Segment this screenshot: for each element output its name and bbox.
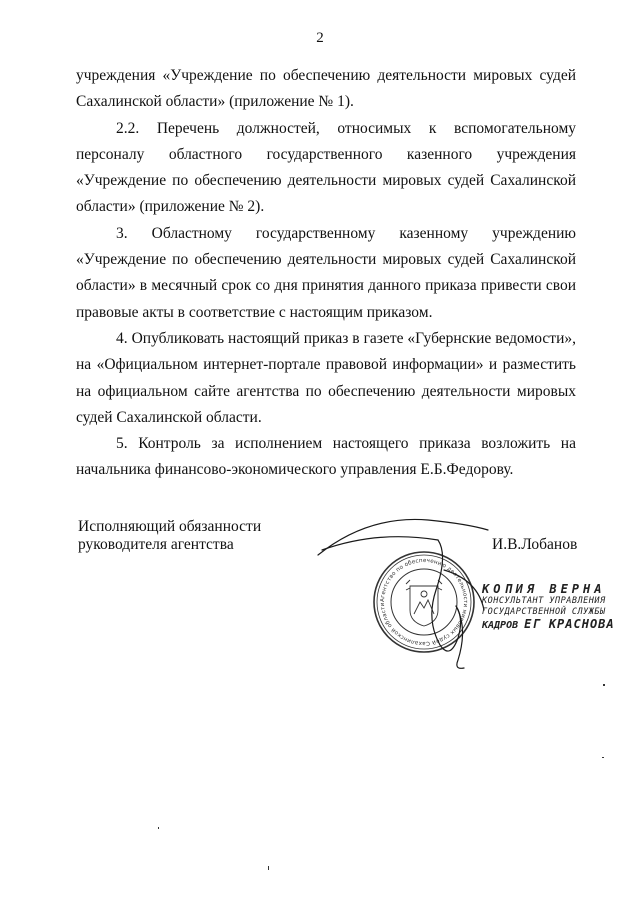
handwritten-signature	[308, 510, 508, 680]
copy-stamp-line-4-prefix: КАДРОВ	[482, 620, 519, 631]
seal-ring-text: Агентство по обеспечению деятельности мировых судей Сахалинской области	[379, 557, 469, 647]
copy-stamp-title: КОПИЯ ВЕРНА	[482, 582, 606, 596]
signatory-name: И.В.Лобанов	[492, 536, 578, 553]
paragraph-4: 4. Опубликовать настоящий приказ в газете «Губернские ведомости», на «Официальном интернет-портале правовой информации» и разместить на официальном сайте агентства по обеспечению деятельности мировых судей Сахалинской области.	[76, 329, 576, 426]
copy-stamp-signatory: ЕГ КРАСНОВА	[524, 617, 615, 631]
copy-stamp-line-2: КОНСУЛЬТАНТ УПРАВЛЕНИЯ	[482, 596, 606, 606]
scan-speck	[268, 866, 269, 870]
page-number: 2	[316, 30, 324, 46]
scan-speck	[603, 684, 605, 686]
paragraph-5: 5. Контроль за исполнением настоящего приказа возложить на начальника финансово-экономического управления Е.Б.Федорову.	[76, 435, 576, 479]
paragraph-continuation: учреждения «Учреждение по обеспечению деятельности мировых судей Сахалинской области» (приложение № 1).	[76, 67, 576, 111]
signatory-position-line-1: Исполняющий обязанности	[78, 518, 262, 535]
document-body	[76, 63, 576, 484]
paragraph-3: 3. Областному государственному казенному учреждению «Учреждение по обеспечению деятельности мировых судей Сахалинской области» в месячный срок со дня принятия данного приказа привести свои правовые акты в соответствие с настоящим приказом.	[76, 224, 576, 321]
signatory-position-line-2: руководителя агентства	[78, 536, 234, 553]
scan-speck	[602, 757, 604, 758]
paragraph-2-2: 2.2. Перечень должностей, относимых к вспомогательному персоналу областного государственного казенного учреждения «Учреждение по обеспечению деятельности мировых судей Сахалинской области» (приложение № 2).	[76, 119, 576, 216]
copy-stamp-line-3: ГОСУДАРСТВЕННОЙ СЛУЖБЫ	[482, 607, 606, 617]
copy-stamp-line-4	[482, 618, 615, 632]
signatory-position	[78, 518, 261, 554]
copy-certification-stamp	[482, 582, 615, 632]
scan-speck	[158, 827, 159, 829]
